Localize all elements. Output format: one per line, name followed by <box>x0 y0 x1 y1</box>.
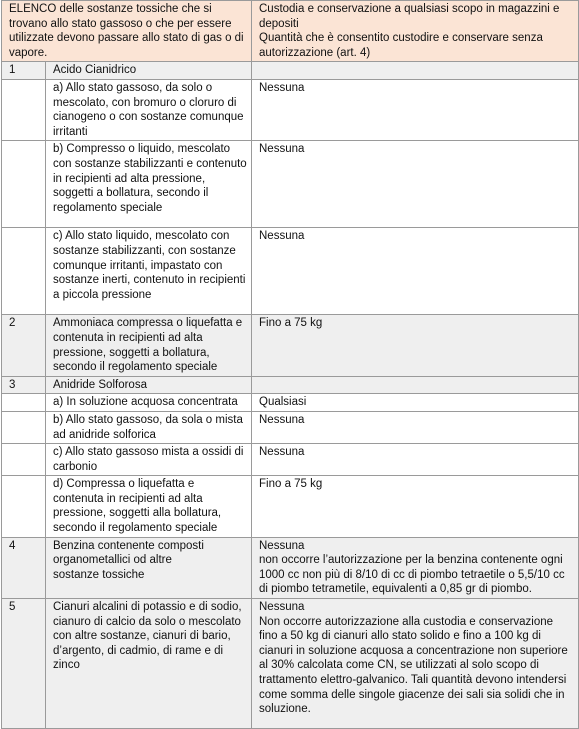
substance-cell: c) Allo stato gassoso mista a ossidi di carbonio <box>46 444 252 476</box>
row-number <box>2 141 46 228</box>
quantity-cell: Nessuna <box>252 411 579 443</box>
quantity-cell: Nessuna <box>252 141 579 228</box>
table-row <box>2 376 579 394</box>
row-number <box>2 394 46 412</box>
table-row <box>2 315 579 376</box>
table-row <box>2 411 579 443</box>
table-row <box>2 599 579 729</box>
substance-cell: a) In soluzione acquosa concentrata <box>46 394 252 412</box>
quantity-cell <box>252 62 579 80</box>
header-storage-quantity <box>252 1 579 62</box>
header-row <box>2 1 579 62</box>
row-number: 1 <box>2 62 46 80</box>
quantity-cell: Nessuna non occorre l’autorizzazione per la benzina contenente ogni 1000 cc non più di 8/10 di cc di piombo tetraetile o 5,5/10 cc di piombo tetrametile, equivalenti a 0,85 gr di piombo. <box>252 537 579 598</box>
table-row <box>2 228 579 315</box>
substance-cell: Anidride Solforosa <box>46 376 252 394</box>
row-number: 4 <box>2 537 46 598</box>
header-storage-title: Custodia e conservazione a qualsiasi scopo in magazzini e depositi <box>259 3 560 30</box>
header-quantity-title: Quantità che è consentito custodire e conservare senza autorizzazione (art. 4) <box>259 32 543 59</box>
table-row <box>2 79 579 140</box>
table-row <box>2 62 579 80</box>
substance-cell: b) Compresso o liquido, mescolato con sostanze stabilizzanti e contenuto in recipienti ad alta pressione, soggetti a bollatura, secondo il regolamento speciale <box>46 141 252 228</box>
row-number <box>2 444 46 476</box>
quantity-cell: Fino a 75 kg <box>252 476 579 537</box>
quantity-cell: Nessuna Non occorre autorizzazione alla custodia e conservazione fino a 50 kg di cianuri allo stato solido e fino a 100 kg di cianuri in soluzione acquosa a concentrazione non superiore al 30% calcolata come CN, se utilizzati al solo scopo di trattamento elettro-galvanico. Tali quantità devono intendersi come somma delle singole giacenze dei sali sia solidi che in soluzione. <box>252 599 579 729</box>
row-number <box>2 476 46 537</box>
quantity-cell: Fino a 75 kg <box>252 315 579 376</box>
quantity-cell <box>252 376 579 394</box>
table-row <box>2 537 579 598</box>
substance-cell: a) Allo stato gassoso, da solo o mescolato, con bromuro o cloruro di cianogeno o con sostanze comunque irritanti <box>46 79 252 140</box>
substance-cell: c) Allo stato liquido, mescolato con sostanze stabilizzanti, con sostanze comunque irritanti, impastato con sostanze inerti, contenuto in recipienti a piccola pressione <box>46 228 252 315</box>
header-substance-list: ELENCO delle sostanze tossiche che si trovano allo stato gassoso o che per essere utilizzate devono passare allo stato di gas o di vapore. <box>2 1 252 62</box>
table-row <box>2 444 579 476</box>
substance-cell: Acido Cianidrico <box>46 62 252 80</box>
row-number: 2 <box>2 315 46 376</box>
table-row <box>2 394 579 412</box>
row-number: 5 <box>2 599 46 729</box>
row-number <box>2 228 46 315</box>
row-number <box>2 411 46 443</box>
quantity-cell: Nessuna <box>252 79 579 140</box>
substance-cell: Benzina contenente composti organometallici od altre sostanze tossiche <box>46 537 252 598</box>
toxic-substances-table <box>1 0 579 729</box>
row-number: 3 <box>2 376 46 394</box>
substance-cell: b) Allo stato gassoso, da sola o mista ad anidride solforica <box>46 411 252 443</box>
row-number <box>2 79 46 140</box>
quantity-cell: Nessuna <box>252 444 579 476</box>
quantity-cell: Nessuna <box>252 228 579 315</box>
substance-cell: Cianuri alcalini di potassio e di sodio, cianuro di calcio da solo o mescolato con altre sostanze, cianuri di bario, d’argento, di cadmio, di rame e di zinco <box>46 599 252 729</box>
table-row <box>2 476 579 537</box>
substance-cell: Ammoniaca compressa o liquefatta e contenuta in recipienti ad alta pressione, soggetti a bollatura, secondo il regolamento speciale <box>46 315 252 376</box>
substance-cell: d) Compressa o liquefatta e contenuta in recipienti ad alta pressione, soggetti alla bollatura, secondo il regolamento speciale <box>46 476 252 537</box>
quantity-cell: Qualsiasi <box>252 394 579 412</box>
table-row <box>2 141 579 228</box>
